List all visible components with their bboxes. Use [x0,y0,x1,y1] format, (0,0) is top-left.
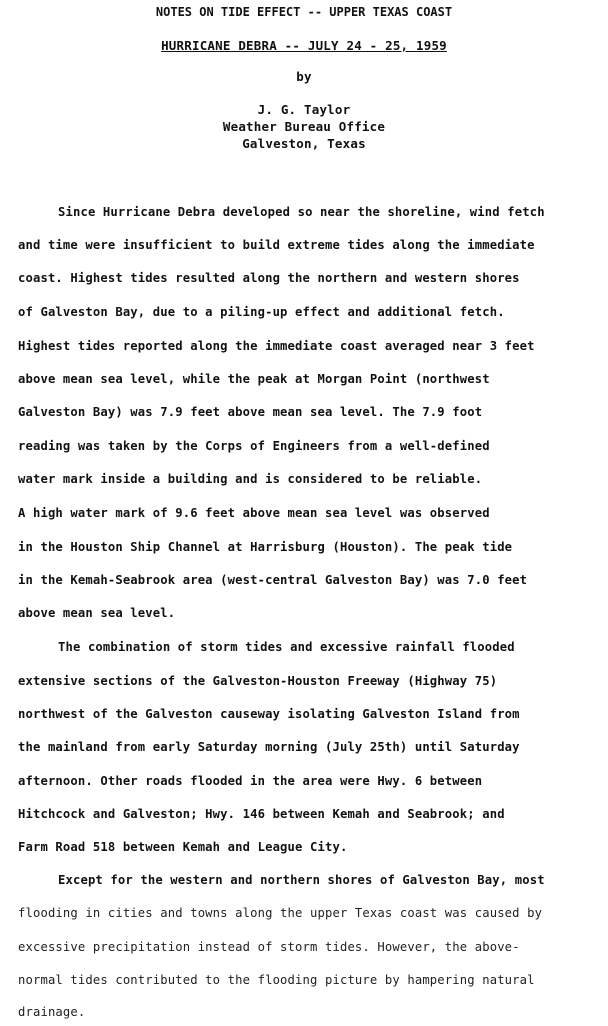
body-line: Farm Road 518 between Kemah and League City. [18,840,348,854]
body-line: Hitchcock and Galveston; Hwy. 146 between Kemah and Seabrook; and [18,807,505,821]
body-line: reading was taken by the Corps of Engineers from a well-defined [18,439,490,453]
body-line: above mean sea level. [18,606,176,620]
author-name: J. G. Taylor [257,102,351,117]
body-line: flooding in cities and towns along the upper Texas coast was caused by [18,906,543,920]
body-line: water mark inside a building and is considered to be reliable. [18,472,483,486]
body-line: Highest tides reported along the immediate coast averaged near 3 feet [18,339,535,353]
body-line: afternoon. Other roads flooded in the area were Hwy. 6 between [18,774,483,788]
body-line: drainage. [18,1005,86,1019]
body-line: excessive precipitation instead of storm tides. However, the above- [18,940,520,954]
body-line: normal tides contributed to the flooding picture by hampering natural [18,973,535,987]
body-line: coast. Highest tides resulted along the northern and western shores [18,271,520,285]
body-line: and time were insufficient to build extreme tides along the immediate [18,238,535,252]
body-line: Galveston Bay) was 7.9 feet above mean sea level. The 7.9 foot [18,405,483,419]
body-line: The combination of storm tides and excessive rainfall flooded [58,640,515,654]
body-line: of Galveston Bay, due to a piling-up effect and additional fetch. [18,305,505,319]
body-line: in the Kemah-Seabrook area (west-central Galveston Bay) was 7.0 feet [18,573,528,587]
body-line: the mainland from early Saturday morning (July 25th) until Saturday [18,740,520,754]
byline-label: by [296,69,312,84]
author-city: Galveston, Texas [242,136,366,151]
document-subtitle: HURRICANE DEBRA -- JULY 24 - 25, 1959 [161,38,447,53]
body-line: Except for the western and northern shores of Galveston Bay, most [58,873,545,887]
body-line: above mean sea level, while the peak at Morgan Point (northwest [18,372,490,386]
body-line: A high water mark of 9.6 feet above mean sea level was observed [18,506,490,520]
body-line: in the Houston Ship Channel at Harrisburg (Houston). The peak tide [18,540,513,554]
body-line: northwest of the Galveston causeway isolating Galveston Island from [18,707,520,721]
document-title: NOTES ON TIDE EFFECT -- UPPER TEXAS COAST [155,5,453,19]
body-line: Since Hurricane Debra developed so near the shoreline, wind fetch [58,205,545,219]
author-office: Weather Bureau Office [222,119,386,134]
body-line: extensive sections of the Galveston-Houston Freeway (Highway 75) [18,674,498,688]
